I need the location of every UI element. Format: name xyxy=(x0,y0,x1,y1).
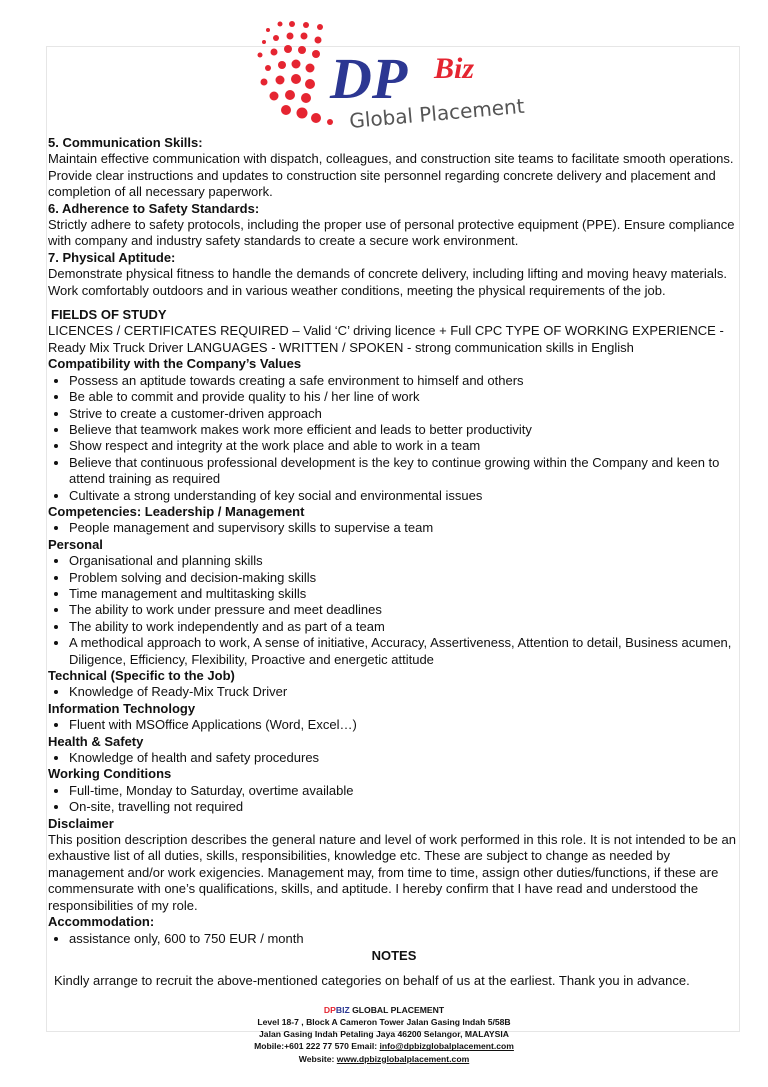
communication-text: Maintain effective communication with dispatch, colleagues, and construction site teams to facilitate smooth operations. Provide clear instructions and updates to construction site personnel regarding concrete delivery and placement and completion of all necessary paperwork. xyxy=(48,151,734,200)
logo-tagline: Global Placement xyxy=(348,93,526,133)
list-item: • Knowledge of Ready-Mix Truck Driver xyxy=(69,684,740,700)
working-conditions-heading: Working Conditions xyxy=(48,766,172,782)
list-item: • Time management and multitasking skills xyxy=(69,586,740,602)
footer-company-name: GLOBAL PLACEMENT xyxy=(349,1004,445,1015)
personal-heading: Personal xyxy=(48,536,103,552)
footer-biz: BIZ xyxy=(335,1004,350,1015)
list-item: • Show respect and integrity at the work place and able to work in a team xyxy=(69,438,740,454)
footer-dp: DP xyxy=(323,1004,336,1015)
footer-mobile: Mobile:+601 222 77 570 Email: xyxy=(254,1041,380,1052)
list-item: • The ability to work under pressure and meet deadlines xyxy=(69,602,740,618)
logo-dp: DP xyxy=(330,46,408,111)
section-number: 5 xyxy=(48,135,56,150)
communication-heading xyxy=(48,135,740,151)
accommodation-heading: Accommodation: xyxy=(48,914,155,930)
health-safety-list xyxy=(48,750,740,766)
website-label: Website: xyxy=(298,1053,337,1064)
notes-text: Kindly arrange to recruit the above-mentioned categories on behalf of us at the earliest. Thank you in advance. xyxy=(54,973,690,989)
list-item: • A methodical approach to work, A sense of initiative, Accuracy, Assertiveness, Attention to detail, Business acumen, Diligence, Efficiency, Flexibility, Proactive and energetic attitude xyxy=(69,635,740,668)
list-item: • Knowledge of health and safety procedures xyxy=(69,750,740,766)
list-item: • Cultivate a strong understanding of key social and environmental issues xyxy=(69,488,740,504)
physical-text: Demonstrate physical fitness to handle the demands of concrete delivery, including lifting and moving heavy materials. Work comfortably outdoors and in various weather conditions, meeting the physical requirements of the job. xyxy=(48,266,728,298)
accommodation-list xyxy=(48,931,740,947)
competencies-heading: Competencies: Leadership / Management xyxy=(48,503,305,519)
values-list xyxy=(48,373,740,504)
competencies-list xyxy=(48,520,740,536)
technical-heading: Technical (Specific to the Job) xyxy=(48,668,235,683)
disclaimer-heading: Disclaimer xyxy=(48,815,114,831)
footer-company xyxy=(0,1004,768,1016)
physical-heading: 7. Physical Aptitude: xyxy=(48,249,176,265)
safety-heading: 6. Adherence to Safety Standards: xyxy=(48,200,260,216)
logo-biz: Biz xyxy=(434,52,475,85)
technical-list xyxy=(48,684,740,700)
personal-list xyxy=(48,553,740,668)
list-item: • Possess an aptitude towards creating a safe environment to himself and others xyxy=(69,373,740,389)
list-item: • Strive to create a customer-driven approach xyxy=(69,406,740,422)
footer xyxy=(0,1004,768,1071)
footer-address-1: Level 18-7 , Block A Cameron Tower Jalan Gasing Indah 5/58B xyxy=(257,1016,511,1027)
list-item: • People management and supervisory skills to supervise a team xyxy=(69,520,740,536)
safety-text: Strictly adhere to safety protocols, including the proper use of personal protective equipment (PPE). Ensure compliance with company and industry safety standards to create a secure work environment. xyxy=(48,217,735,249)
website-link[interactable]: www.dpbizglobalplacement.com xyxy=(336,1053,470,1064)
it-heading: Information Technology xyxy=(48,700,196,716)
list-item: • Believe that teamwork makes work more efficient and leads to better productivity xyxy=(69,422,740,438)
list-item: • Be able to commit and provide quality to his / her line of work xyxy=(69,389,740,405)
footer-address-2: Jalan Gasing Indah Petaling Jaya 46200 Selangor, MALAYSIA xyxy=(259,1029,509,1040)
footer-contact xyxy=(0,1040,768,1052)
list-item: • Fluent with MSOffice Applications (Word, Excel…) xyxy=(69,717,740,733)
health-safety-heading: Health & Safety xyxy=(48,733,144,749)
list-item: • On-site, travelling not required xyxy=(69,799,740,815)
section-title: . Communication Skills: xyxy=(55,135,203,150)
list-item: • Believe that continuous professional development is the key to continue growing within the Company and keen to attend training as required xyxy=(69,455,740,488)
values-heading: Compatibility with the Company’s Values xyxy=(48,356,302,372)
fields-of-study-heading: FIELDS OF STUDY xyxy=(51,307,167,323)
fields-of-study-text: LICENCES / CERTIFICATES REQUIRED – Valid ‘C’ driving licence + Full CPC TYPE OF WORKING EXPERIENCE - Ready Mix Truck Driver LANGUAGES - WRITTEN / SPOKEN - strong communication skills in English xyxy=(48,323,724,355)
disclaimer-text: This position description describes the general nature and level of work performed in this role. It is not intended to be an exhaustive list of all duties, skills, responsibilities, knowledge etc. These are subject to change as needed by management and/or work exigencies. Management may, from time to time, assign other duties/functions, if these are commensurate with one’s qualifications, skills, and aptitude. I hereby confirm that I have read and understood the responsibilities of my role. xyxy=(48,832,736,913)
it-list xyxy=(48,717,740,733)
job-description xyxy=(48,135,740,990)
email-link[interactable]: info@dpbizglobalplacement.com xyxy=(379,1041,514,1052)
footer-website xyxy=(0,1053,768,1065)
notes-heading: NOTES xyxy=(371,947,417,963)
working-conditions-list xyxy=(48,783,740,816)
list-item: • assistance only, 600 to 750 EUR / month xyxy=(69,931,740,947)
list-item: • Problem solving and decision-making skills xyxy=(69,570,740,586)
list-item: • Organisational and planning skills xyxy=(69,553,740,569)
list-item: • Full-time, Monday to Saturday, overtime available xyxy=(69,783,740,799)
list-item: • The ability to work independently and as part of a team xyxy=(69,619,740,635)
